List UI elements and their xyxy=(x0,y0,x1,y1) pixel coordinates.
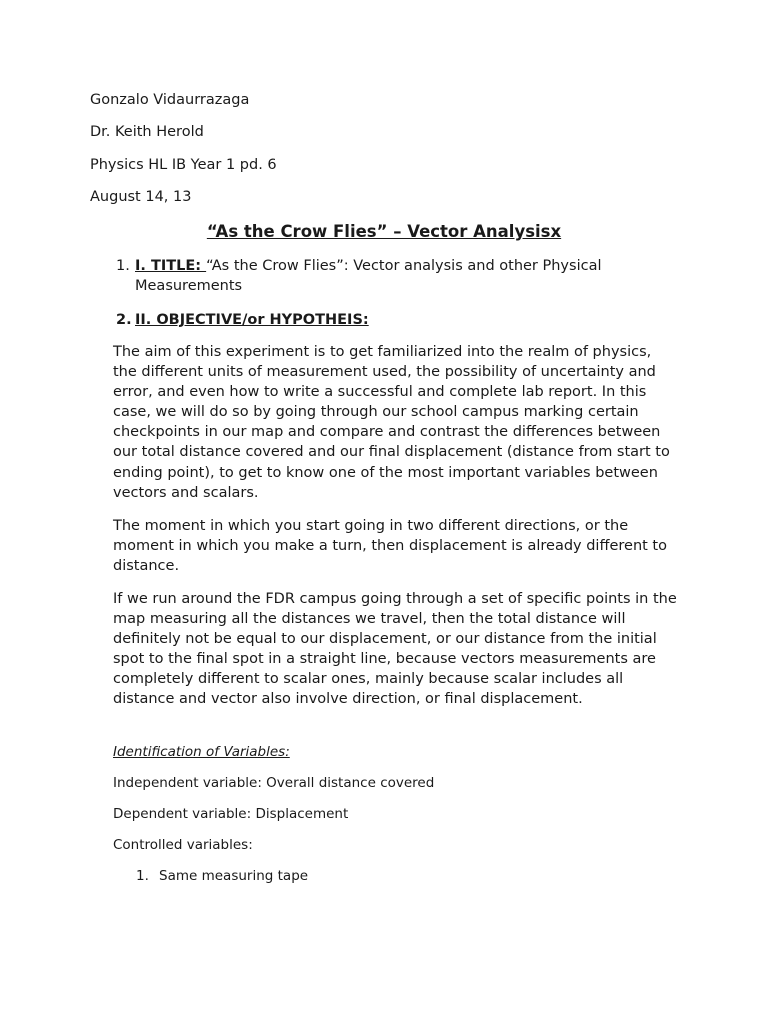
date-line: August 14, 13 xyxy=(90,189,192,205)
variables-heading-text: Identification of Variables: xyxy=(113,744,290,760)
course-line: Physics HL IB Year 1 pd. 6 xyxy=(90,157,277,173)
item1-number: 1. xyxy=(116,258,130,274)
item1-text: “As the Crow Flies”: Vector analysis and other Physical Measurements xyxy=(135,258,602,294)
controlled-variables: Controlled variables: xyxy=(113,837,253,853)
item1-body xyxy=(135,256,655,296)
document-title: “As the Crow Flies” – Vector Analysisx xyxy=(206,222,562,241)
item2-heading: II. OBJECTIVE/or HYPOTHEIS: xyxy=(135,312,369,328)
variables-heading xyxy=(113,743,290,761)
item1-label: I. TITLE: xyxy=(135,258,207,274)
paragraph-displacement: The moment in which you start going in two different directions, or the moment in which you make a turn, then displacement is already different to distance. xyxy=(113,518,667,575)
controlled-item-number: 1. xyxy=(136,868,149,884)
independent-variable: Independent variable: Overall distance covered xyxy=(113,775,435,791)
item2-number: 2. xyxy=(116,312,132,328)
paragraph-hypothesis: If we run around the FDR campus going through a set of specific points in the map measuring all the distances we travel, then the total distance will definitely not be equal to our displacement, or our distance from the initial spot to the final spot in a straight line, because vectors measurements are completely different to scalar ones, mainly because scalar includes all distance and vector also involve direction, or final displacement. xyxy=(113,591,677,708)
dependent-variable: Dependent variable: Displacement xyxy=(113,806,349,822)
teacher-name: Dr. Keith Herold xyxy=(90,124,204,140)
controlled-item-text: Same measuring tape xyxy=(159,868,309,884)
author-name: Gonzalo Vidaurrazaga xyxy=(90,92,250,108)
paragraph-objective: The aim of this experiment is to get familiarized into the realm of physics, the different units of measurement used, the possibility of uncertainty and error, and even how to write a successful and complete lab report. In this case, we will do so by going through our school campus marking certain checkpoints in our map and compare and contrast the differences between our total distance covered and our final displacement (distance from start to ending point), to get to know one of the most important variables between vectors and scalars. xyxy=(113,344,670,501)
